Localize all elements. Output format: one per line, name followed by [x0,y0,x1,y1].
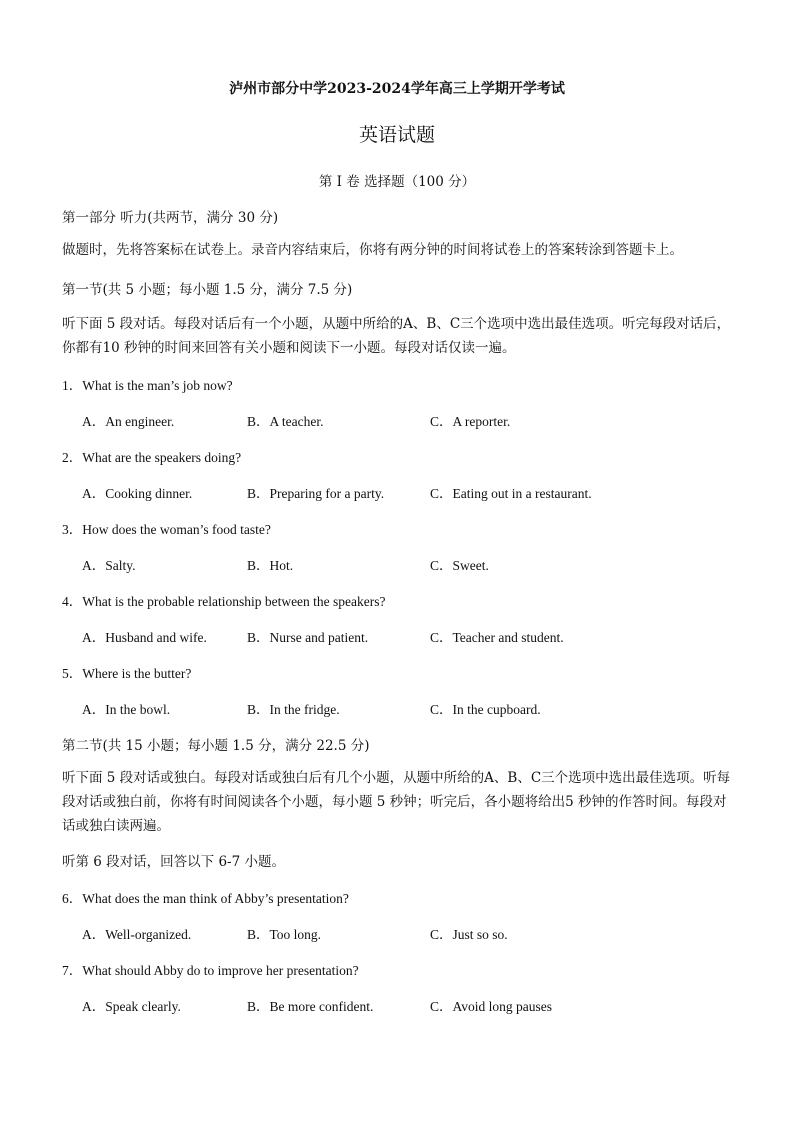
subject-title: 英语试题 [358,124,435,146]
option-c: C．A reporter. [430,414,511,429]
section1-instruction: 听下面 5 段对话。每段对话后有一个小题，从题中所给的A、B、C三个选项中选出最佳选项。听完每段对话后，你都有10 秒钟的时间来回答有关小题和阅读下一小题。每段对话仅读一遍。 [62,316,731,356]
option-c: C．Avoid long pauses [430,999,552,1014]
option-a: A．Well-organized. [82,927,192,942]
option-b: B．Be more confident. [247,999,374,1014]
option-a: A．Speak clearly. [82,999,181,1014]
option-a: A．Salty. [82,558,136,573]
option-b: B．A teacher. [247,414,324,429]
question-stem: 3．How does the woman’s food taste? [62,522,271,537]
dialog6-instruction: 听第 6 段对话，回答以下 6-7 小题。 [62,854,285,870]
question-stem: 4．What is the probable relationship between the speakers? [62,594,386,609]
option-c: C．Sweet. [430,558,489,573]
option-a: A．An engineer. [82,414,175,429]
option-c: C．Teacher and student. [430,630,564,645]
option-a: A．Husband and wife. [82,630,207,645]
section2-instruction: 听下面 5 段对话或独白。每段对话或独白后有几个小题，从题中所给的A、B、C三个选项中选出最佳选项。听每段对话或独白前，你将有时间阅读各个小题，每小题 5 秒钟；听完后，各小题将给出5 秒钟的作答时间。每段对话或独白读两遍。 [62,770,731,834]
option-a: A．Cooking dinner. [82,486,193,501]
question-stem: 1．What is the man’s job now? [62,378,233,393]
option-b: B．Nurse and patient. [247,630,369,645]
question-stem: 5．Where is the butter? [62,666,192,681]
part1-instruction: 做题时，先将答案标在试卷上。录音内容结束后，你将有两分钟的时间将试卷上的答案转涂到答题卡上。 [62,242,683,258]
option-a: A．In the bowl. [82,702,171,717]
option-c: C．Eating out in a restaurant. [430,486,592,501]
question-stem: 6．What does the man think of Abby’s presentation? [62,891,349,906]
question-stem: 2．What are the speakers doing? [62,450,242,465]
option-c: C．Just so so. [430,927,508,942]
section1-title: 第一节(共 5 小题；每小题 1.5 分，满分 7.5 分) [62,282,353,298]
question-stem: 7．What should Abby do to improve her presentation? [62,963,359,978]
part1-title: 第一部分 听力(共两节，满分 30 分) [62,210,279,226]
option-b: B．Preparing for a party. [247,486,385,501]
option-b: B．Too long. [247,927,322,942]
option-b: B．Hot. [247,558,294,573]
option-c: C．In the cupboard. [430,702,541,717]
section2-title: 第二节(共 15 小题；每小题 1.5 分，满分 22.5 分) [62,738,370,754]
volume-heading: 第 I 卷 选择题（100 分） [318,174,476,190]
option-b: B．In the fridge. [247,702,340,717]
school-title: 泸州市部分中学2023-2024学年高三上学期开学考试 [229,81,565,97]
